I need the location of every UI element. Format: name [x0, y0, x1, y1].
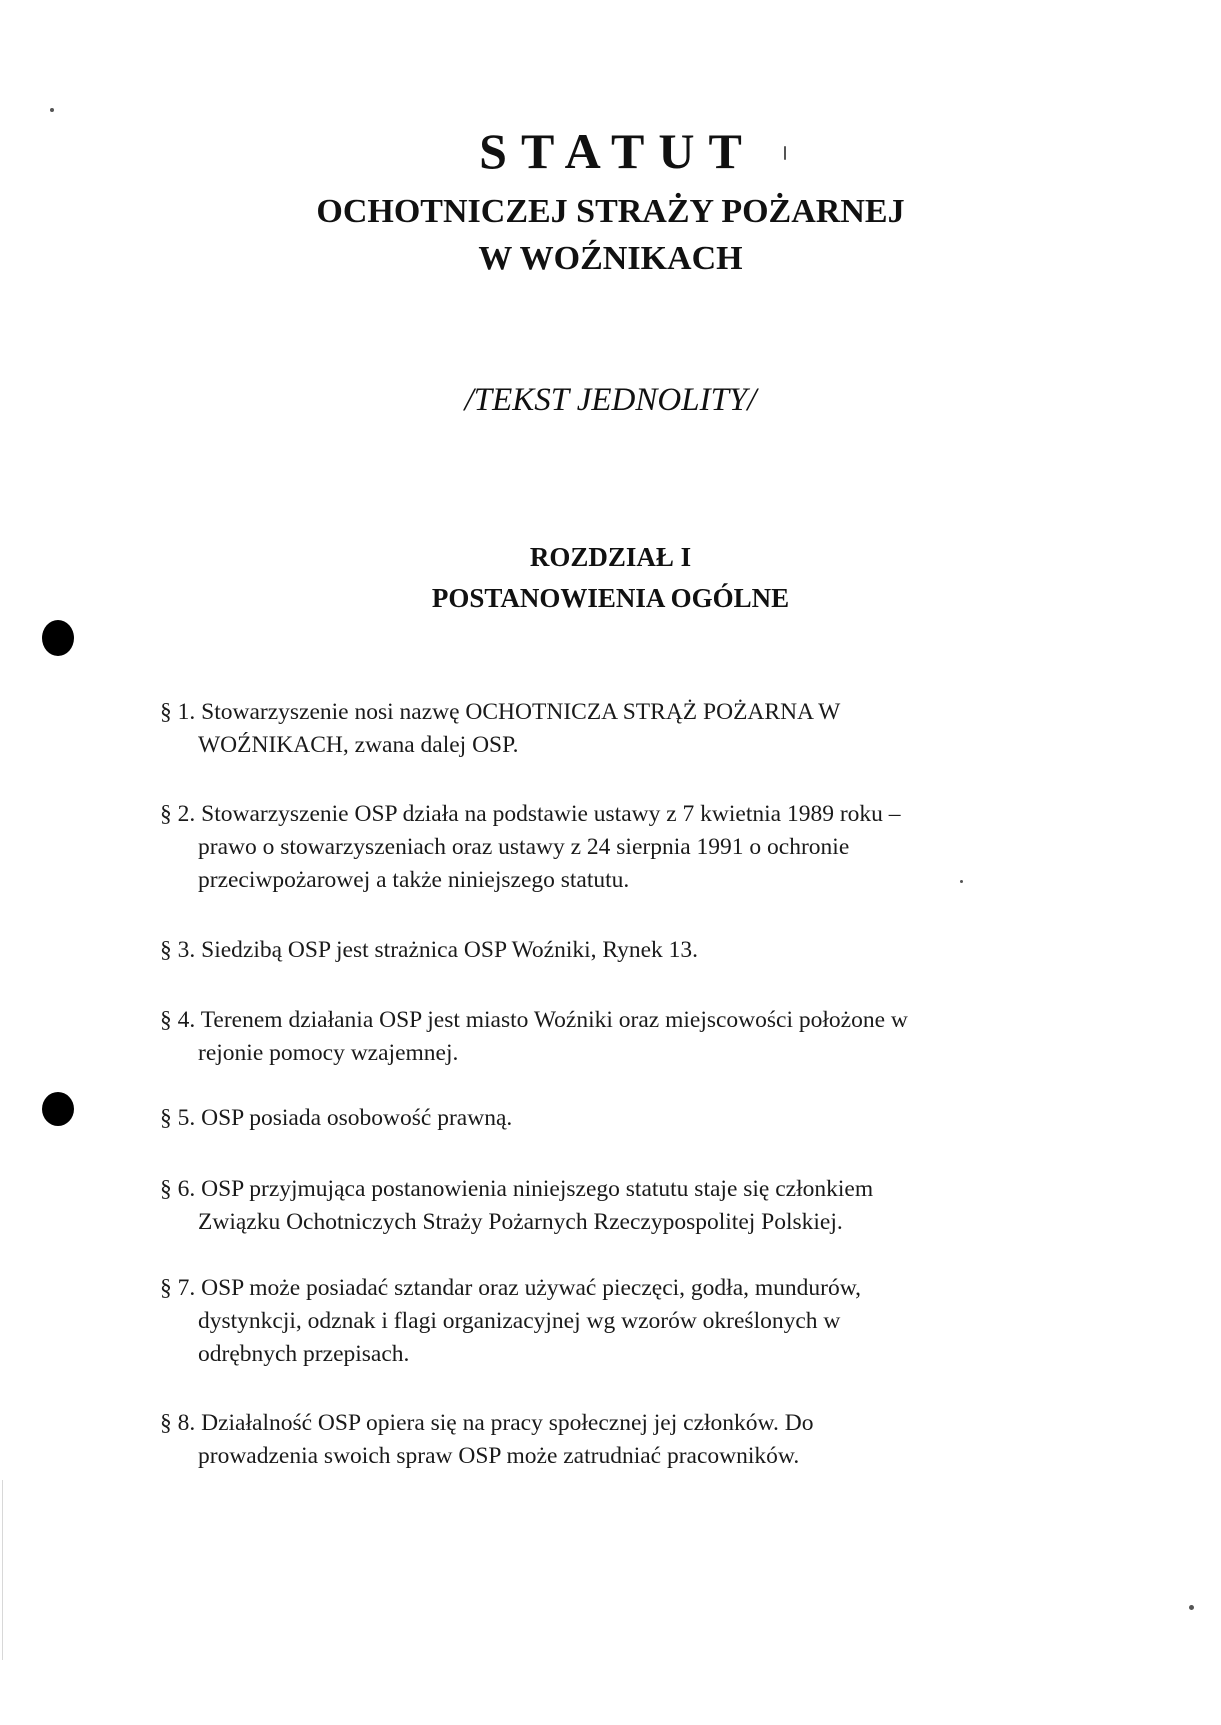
punch-hole-mark: [42, 1092, 74, 1126]
chapter-number: ROZDZIAŁ I: [529, 542, 692, 572]
paragraph-line: Związku Ochotniczych Straży Pożarnych Rzeczypospolitej Polskiej.: [198, 1209, 843, 1235]
chapter-name: POSTANOWIENIA OGÓLNE: [431, 583, 790, 613]
scan-edge-line: [2, 1480, 3, 1660]
document-subtitle: /TEKST JEDNOLITY/: [464, 382, 757, 418]
document-title: STATUT: [479, 123, 756, 179]
paragraph-3: [160, 934, 1100, 967]
punch-hole-mark: [42, 620, 74, 656]
paragraph-line: odrębnych przepisach.: [198, 1341, 410, 1367]
paragraph-4: [160, 1004, 1100, 1070]
scan-speck: [960, 880, 963, 883]
paragraph-line: rejonie pomocy wzajemnej.: [198, 1040, 459, 1066]
paragraph-line: Stowarzyszenie nosi nazwę OCHOTNICZA STRĄŻ POŻARNA W: [201, 699, 841, 725]
paragraph-label: § 8.: [160, 1410, 196, 1436]
paragraph-line: OSP przyjmująca postanowienia niniejszego statutu staje się członkiem: [201, 1176, 874, 1202]
paragraph-label: § 4.: [160, 1007, 196, 1033]
paragraph-label: § 1.: [160, 699, 196, 725]
paragraph-line: Terenem działania OSP jest miasto Woźniki oraz miejscowości położone w: [200, 1007, 908, 1033]
paragraph-line: prowadzenia swoich spraw OSP może zatrudniać pracowników.: [198, 1443, 800, 1469]
paragraph-line: WOŹNIKACH, zwana dalej OSP.: [198, 732, 519, 758]
paragraph-label: § 7.: [160, 1275, 196, 1301]
paragraph-line: dystynkcji, odznak i flagi organizacyjnej wg wzorów określonych w: [198, 1308, 841, 1334]
paragraph-1: [160, 696, 1100, 762]
paragraph-5: [160, 1102, 1100, 1135]
organization-name: OCHOTNICZEJ STRAŻY POŻARNEJ: [316, 193, 905, 230]
paragraph-line: OSP może posiadać sztandar oraz używać pieczęci, godła, mundurów,: [201, 1275, 862, 1301]
paragraph-line: Stowarzyszenie OSP działa na podstawie ustawy z 7 kwietnia 1989 roku –: [201, 801, 901, 827]
organization-location: W WOŹNIKACH: [478, 240, 743, 277]
paragraph-label: § 5.: [160, 1105, 196, 1131]
scan-speck: [784, 146, 786, 160]
paragraph-label: § 2.: [160, 801, 196, 827]
paragraph-6: [160, 1173, 1100, 1239]
paragraph-line: prawo o stowarzyszeniach oraz ustawy z 24 sierpnia 1991 o ochronie: [198, 834, 850, 860]
paragraph-line: Siedzibą OSP jest strażnica OSP Woźniki, Rynek 13.: [201, 937, 699, 963]
paragraph-line: OSP posiada osobowość prawną.: [201, 1105, 513, 1131]
paragraph-line: Działalność OSP opiera się na pracy społecznej jej członków. Do: [201, 1410, 814, 1436]
paragraph-8: [160, 1407, 1100, 1473]
paragraph-2: [160, 798, 1100, 897]
paragraph-7: [160, 1272, 1100, 1371]
scan-speck: [1189, 1605, 1194, 1610]
scan-speck: [50, 108, 54, 112]
paragraph-label: § 3.: [160, 937, 196, 963]
paragraph-label: § 6.: [160, 1176, 196, 1202]
paragraph-line: przeciwpożarowej a także niniejszego statutu.: [198, 867, 630, 893]
